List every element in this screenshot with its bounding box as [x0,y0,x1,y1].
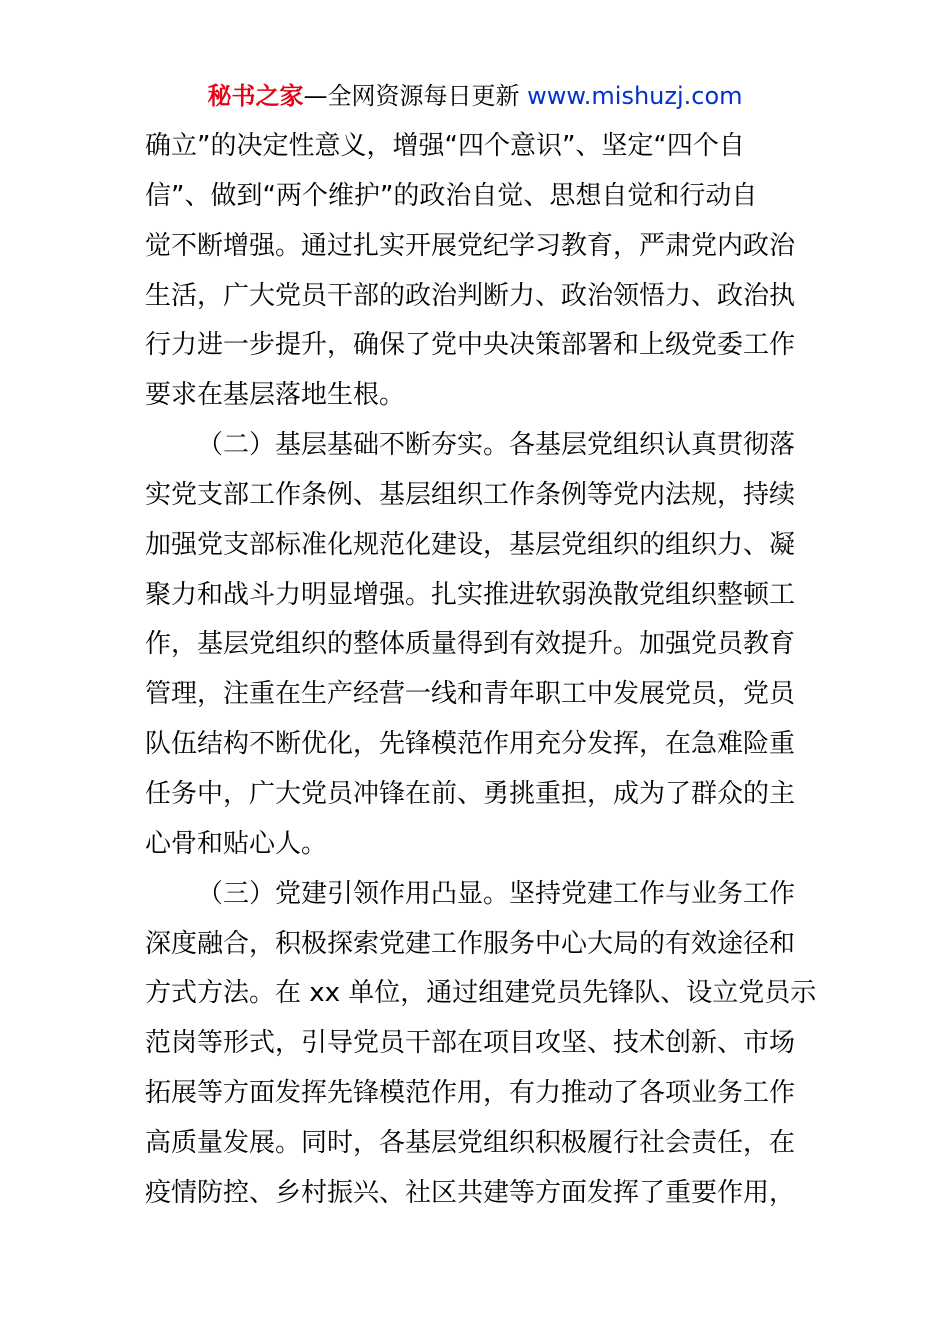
document-body [145,122,817,1219]
page-header [0,80,950,112]
text-line: 作，基层党组织的整体质量得到有效提升。加强党员教育 [145,629,796,660]
site-brand: 秘书之家 [207,82,304,110]
text-line: 队伍结构不断优化，先锋模范作用充分发挥，在急难险重 [145,729,796,760]
text-line: 行力进一步提升，确保了党中央决策部署和上级党委工作 [145,330,796,361]
text-line: 疫情防控、乡村振兴、社区共建等方面发挥了重要作用， [145,1177,796,1208]
text-line: （二）基层基础不断夯实。各基层党组织认真贯彻落 [197,430,796,461]
text-line: （三）党建引领作用凸显。坚持党建工作与业务工作 [197,878,796,909]
text-line: 方式方法。在 xx 单位，通过组建党员先锋队、设立党员示 [145,978,817,1009]
text-line: 生活，广大党员干部的政治判断力、政治领悟力、政治执 [145,280,796,311]
paragraph [145,421,810,870]
text-line: 拓展等方面发挥先锋模范作用，有力推动了各项业务工作 [145,1078,796,1109]
text-line: 高质量发展。同时，各基层党组织积极履行社会责任，在 [145,1127,796,1158]
text-line: 确立”的决定性意义，增强“四个意识”、坚定“四个自 [145,131,745,161]
paragraph [145,122,810,421]
site-url-link[interactable]: www.mishuzj.com [527,82,743,110]
text-line: 范岗等形式，引导党员干部在项目攻坚、技术创新、市场 [145,1028,796,1059]
text-line: 信”、做到“两个维护”的政治自觉、思想自觉和行动自 [145,180,758,211]
text-line: 要求在基层落地生根。 [145,380,406,411]
text-line: 心骨和贴心人。 [145,828,328,859]
paragraph [145,870,817,1219]
text-line: 任务中，广大党员冲锋在前、勇挑重担，成为了群众的主 [145,778,796,809]
text-line: 实党支部工作条例、基层组织工作条例等党内法规，持续 [145,479,796,510]
text-line: 加强党支部标准化规范化建设，基层党组织的组织力、凝 [145,529,796,560]
text-line: 管理，注重在生产经营一线和青年职工中发展党员，党员 [145,679,796,710]
text-line: 觉不断增强。通过扎实开展党纪学习教育，严肃党内政治 [145,230,796,261]
text-line: 深度融合，积极探索党建工作服务中心大局的有效途径和 [145,928,796,959]
site-tagline: —全网资源每日更新 [303,82,520,110]
text-line: 聚力和战斗力明显增强。扎实推进软弱涣散党组织整顿工 [145,579,796,610]
